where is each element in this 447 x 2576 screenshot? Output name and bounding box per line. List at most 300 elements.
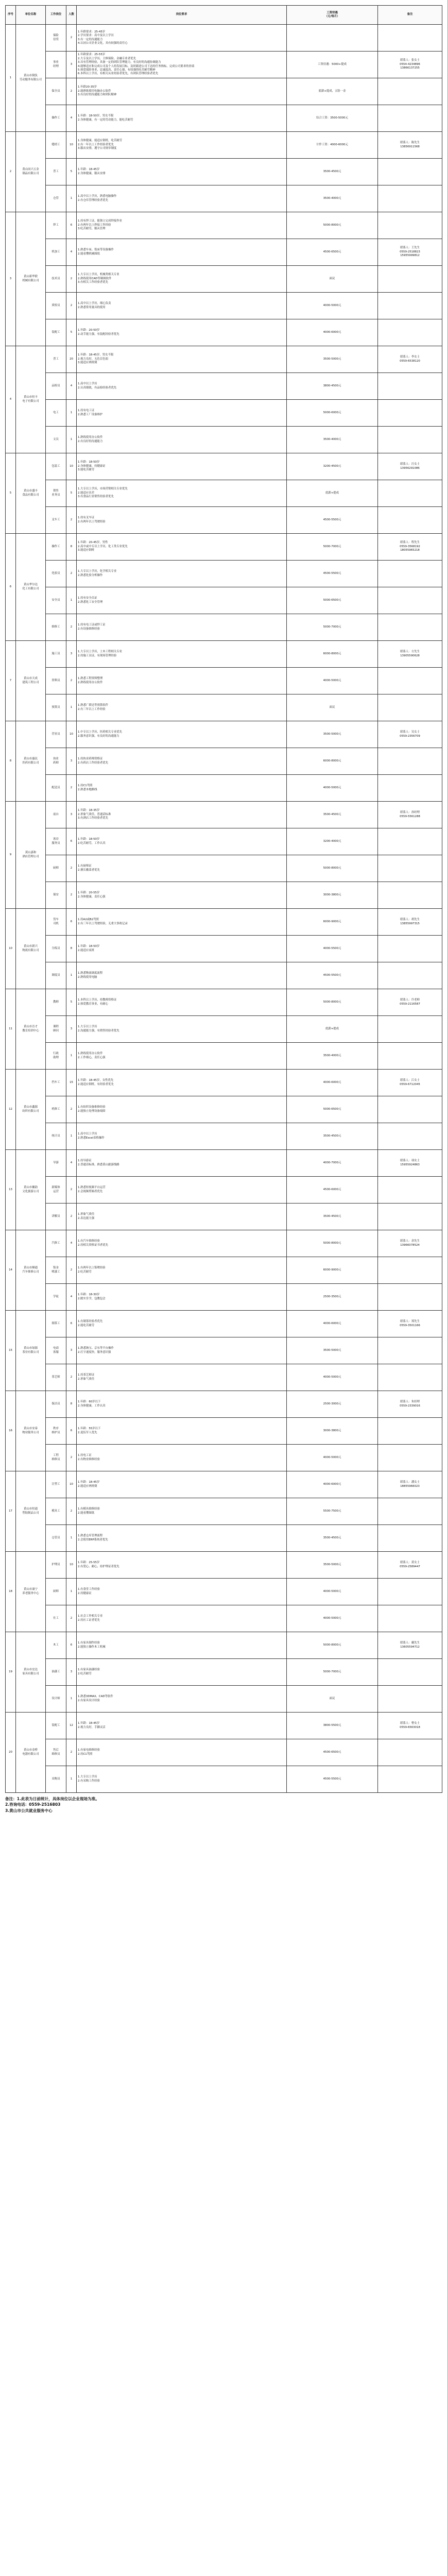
position-cell: 事业 经理 (46, 52, 66, 78)
requirement-line: 2.有爱心、耐心，持护理证者优先 (78, 1565, 119, 1568)
requirement-line: 1.熟悉短视频平台运营 (78, 1186, 106, 1190)
headcount-cell: 5 (66, 319, 77, 346)
table-header-row (6, 6, 442, 25)
salary-cell: 4000-6000元 (287, 319, 378, 346)
requirements-cell (77, 1150, 287, 1177)
salary-cell: 2500-3500元 (287, 1284, 378, 1311)
salary-cell: 5000-7000元 (287, 534, 378, 561)
contact-note-cell (378, 319, 442, 346)
table-row (6, 1284, 442, 1311)
contact-note-cell: 联系人：吴女士 0559-2356709 (378, 721, 442, 748)
requirement-line: 2.能适应出差 (78, 491, 95, 495)
salary-cell: 3500-4000元 (287, 185, 378, 212)
requirements-cell (77, 1418, 287, 1445)
requirement-line: 2.熟悉工厂设备维护 (78, 413, 103, 416)
requirements-cell (77, 828, 287, 855)
position-cell: 统计员 (46, 1123, 66, 1150)
requirements-cell (77, 1686, 287, 1713)
company-name-cell: 黄山市绿源 茶业有限公司 (16, 1311, 46, 1391)
headcount-cell: 4 (66, 373, 77, 400)
position-cell: 普工 (46, 346, 66, 373)
contact-note-cell (378, 614, 442, 641)
requirement-line: 2.有良好的沟通能力 (78, 439, 103, 443)
position-cell: 售后 维修员 (46, 1739, 66, 1766)
company-name-cell: 黄山市恒丰 电子有限公司 (16, 346, 46, 453)
table-row (6, 962, 442, 989)
requirement-line: 2.有采购工作经验 (78, 1779, 100, 1783)
contact-note-cell: 联系人：陈先生 13856911568 (378, 132, 442, 159)
salary-cell: 底薪+提成 (287, 480, 378, 507)
position-cell: 挡车工 (46, 1070, 66, 1096)
requirement-line: 2.熟悉常用量具的使用 (78, 306, 106, 309)
requirement-line: 1.熟悉淘宝、京东等平台操作 (78, 1347, 114, 1350)
contact-note-cell (378, 1445, 442, 1471)
table-row (6, 1471, 442, 1498)
salary-cell: 工资待遇：5000+提成 (287, 52, 378, 78)
requirement-line: 3.服从安排，遵守公司规章制度 (78, 147, 117, 150)
headcount-cell: 1 (66, 1123, 77, 1150)
table-row (6, 185, 442, 212)
requirements-cell (77, 1632, 287, 1659)
requirement-line: 1.年龄：18-45岁 (78, 1481, 100, 1484)
headcount-cell: 1 (66, 1766, 77, 1793)
header-cell: 工作岗位 (46, 6, 66, 25)
headcount-cell: 2 (66, 78, 77, 105)
contact-note-cell (378, 1579, 442, 1605)
footer-note-line: 备注：1.此表为日前统计，具体岗位以企业现场为准。 (5, 1797, 99, 1801)
requirement-line: 1.持A2或B2驾照 (78, 918, 99, 922)
headcount-cell: 1 (66, 185, 77, 212)
requirement-line: 2.持相关资格证书者优先 (78, 1243, 109, 1247)
salary-cell: 3500-5000元 (287, 1337, 378, 1364)
company-name-cell: 黄山市恒通 塑胶制品公司 (16, 1471, 46, 1552)
company-number-cell: 16 (6, 1391, 16, 1471)
table-row (6, 909, 442, 936)
headcount-cell: 1 (66, 427, 77, 453)
requirement-line: 2.有三年以上驾驶经验，无重大事故记录 (78, 922, 128, 925)
position-cell: 分拣员 (46, 936, 66, 962)
requirement-line: 2.视力良好，无色盲色弱 (78, 357, 109, 361)
requirements-cell (77, 1043, 287, 1070)
company-name-cell: 黄山市顺通 汽车维修公司 (16, 1230, 46, 1311)
requirements-cell (77, 1311, 287, 1337)
headcount-cell: 5 (66, 159, 77, 185)
company-name-cell: 黄山市盛丰 食品有限公司 (16, 453, 46, 534)
contact-note-cell (378, 882, 442, 909)
requirement-line: 1.有汽车维修经验 (78, 1240, 100, 1243)
position-cell: 保安 (46, 882, 66, 909)
headcount-cell: 8 (66, 1391, 77, 1418)
requirements-cell (77, 212, 287, 239)
position-cell: 资料员 (46, 668, 66, 694)
contact-note-cell (378, 105, 442, 132)
requirement-line: 2.熟悉化工安全管理 (78, 600, 103, 604)
requirement-line: 2.会使用ERP系统者优先 (78, 1538, 108, 1541)
headcount-cell: 4 (66, 239, 77, 266)
position-cell: 设计师 (46, 1686, 66, 1713)
contact-note-cell (378, 1337, 442, 1364)
table-row (6, 1096, 442, 1123)
table-row (6, 1605, 442, 1632)
headcount-cell: 6 (66, 212, 77, 239)
requirement-line: 3.有酒店工作经验者优先 (78, 817, 109, 820)
requirements-cell (77, 775, 287, 802)
headcount-cell: 2 (66, 1605, 77, 1632)
headcount-cell: 3 (66, 641, 77, 668)
requirement-line: 4.认同公司企业文化，具有较强的责任心 (78, 41, 128, 45)
table-row (6, 1391, 442, 1418)
requirements-cell (77, 1337, 287, 1364)
requirement-line: 3.吃苦耐劳，服从管理 (78, 227, 106, 231)
position-cell: 仓管 (46, 185, 66, 212)
requirement-line: 1.熟悉仓库管理流程 (78, 1534, 103, 1538)
contact-note-cell: 联系人：许老师 0559-2116587 (378, 989, 442, 1016)
position-cell: 模具工 (46, 1498, 66, 1525)
requirements-cell (77, 721, 287, 748)
salary-cell: 3500-4500元 (287, 1525, 378, 1552)
contact-note-cell (378, 25, 442, 52)
requirement-line: 1.年龄：18-35岁 (78, 809, 100, 812)
contact-note-cell (378, 1739, 442, 1766)
requirements-cell (77, 748, 287, 775)
company-number-cell: 5 (6, 453, 16, 534)
company-number-cell: 8 (6, 721, 16, 802)
requirements-cell (77, 1739, 287, 1766)
salary-cell (287, 25, 378, 52)
contact-note-cell (378, 293, 442, 319)
requirements-cell (77, 1204, 287, 1230)
company-number-cell: 7 (6, 641, 16, 721)
headcount-cell: 10 (66, 132, 77, 159)
footer-notes (5, 1796, 442, 1814)
position-cell: 教师 (46, 989, 66, 1016)
requirement-line: 2.高中或中专以上学历，化工类专业优先 (78, 545, 128, 548)
requirement-line: 1.持执业药师资格证 (78, 757, 103, 761)
table-row (6, 1418, 442, 1445)
requirement-line: 1.年龄：18-45岁，女性优先 (78, 1079, 114, 1082)
salary-cell: 4000-5000元 (287, 1364, 378, 1391)
requirements-cell (77, 936, 287, 962)
contact-note-cell (378, 1605, 442, 1632)
headcount-cell: 3 (66, 748, 77, 775)
footer-note-line: 2.咨询电话：0559-2516803 (5, 1802, 61, 1807)
table-row (6, 1498, 442, 1525)
contact-note-cell (378, 936, 442, 962)
company-number-cell: 19 (6, 1632, 16, 1713)
contact-note-cell (378, 266, 442, 293)
contact-note-cell (378, 1096, 442, 1123)
position-cell: 预算员 (46, 694, 66, 721)
position-cell: 木工 (46, 1632, 66, 1659)
headcount-cell: 3 (66, 1659, 77, 1686)
table-row (6, 614, 442, 641)
contact-note-cell: 联系人：项女士 15955924863 (378, 1150, 442, 1177)
requirement-line: 2.形象气质佳，普通话标准 (78, 812, 111, 816)
position-cell: 前台 (46, 802, 66, 828)
headcount-cell: 1 (66, 1525, 77, 1552)
contact-note-cell (378, 668, 442, 694)
contact-note-cell (378, 1659, 442, 1686)
salary-cell: 4000-5000元 (287, 1445, 378, 1471)
salary-cell: 4000-5000元 (287, 293, 378, 319)
table-row (6, 802, 442, 828)
requirements-cell (77, 52, 287, 78)
table-row (6, 1739, 442, 1766)
footer-note-line: 3.黄山市公共就业服务中心 (5, 1808, 53, 1813)
requirement-line: 2.熟练使用CAD等制图软件 (78, 277, 112, 280)
contact-note-cell: 联系人：李女士 0559-6538120 (378, 346, 442, 373)
requirements-cell (77, 1016, 287, 1043)
requirement-line: 1.有两年以上钣喷经验 (78, 1266, 106, 1270)
salary-cell: 6000-9000元 (287, 1257, 378, 1284)
headcount-cell: 1 (66, 1043, 77, 1070)
requirement-line: 2.能看懂机械图纸 (78, 252, 100, 256)
contact-note-cell (378, 694, 442, 721)
contact-note-cell (378, 373, 442, 400)
table-row (6, 1713, 442, 1739)
company-number-cell: 10 (6, 909, 16, 989)
salary-cell: 面议 (287, 1686, 378, 1713)
requirements-cell (77, 1391, 287, 1418)
position-cell: 制茶工 (46, 1311, 66, 1337)
job-table-body (6, 25, 442, 1793)
requirement-line: 1.年龄：18-45岁，男女不限 (78, 353, 114, 357)
table-row (6, 453, 442, 480)
requirement-line: 1.持有叉车证 (78, 516, 95, 520)
requirements-cell (77, 587, 287, 614)
requirements-cell (77, 1605, 287, 1632)
requirement-line: 1.年龄：20-45岁，男性 (78, 541, 108, 545)
company-name-cell: 黄山市天成 建筑工程公司 (16, 641, 46, 721)
contact-note-cell (378, 561, 442, 587)
requirement-line: 2.能熟练使用电脑办公软件 (78, 89, 111, 93)
contact-note-cell: 联系人：孙经理 0559-5561288 (378, 802, 442, 828)
salary-cell: 4500-5500元 (287, 561, 378, 587)
requirement-line: 2.能适应夜班 (78, 948, 95, 952)
salary-cell: 3500-5000元 (287, 346, 378, 373)
table-row (6, 1230, 442, 1257)
requirement-line: 1.形象气质佳 (78, 1213, 95, 1216)
position-cell: 课程 顾问 (46, 1016, 66, 1043)
requirements-cell (77, 480, 287, 507)
headcount-cell: 2 (66, 668, 77, 694)
requirement-line: 2.熟悉化验分析操作 (78, 573, 103, 577)
contact-note-cell (378, 1016, 442, 1043)
requirements-cell (77, 1364, 287, 1391)
requirement-line: 3.能适应倒班 (78, 549, 95, 552)
requirements-cell (77, 185, 287, 212)
table-row (6, 1766, 442, 1793)
salary-cell: 3800-4500元 (287, 373, 378, 400)
table-row (6, 1632, 442, 1659)
headcount-cell: 2 (66, 614, 77, 641)
requirements-cell (77, 105, 287, 132)
table-row (6, 587, 442, 614)
requirement-line: 1.大专以上学历，化学相关专业 (78, 570, 117, 573)
salary-cell: 5500-7500元 (287, 1498, 378, 1525)
salary-cell: 5000-8000元 (287, 855, 378, 882)
position-cell: 销售 业务员 (46, 480, 66, 507)
requirement-line: 3.有一定的沟通能力 (78, 38, 103, 41)
headcount-cell: 1 (66, 1686, 77, 1713)
company-number-cell: 11 (6, 989, 16, 1070)
company-name-cell: 黄山市金桥 电器有限公司 (16, 1713, 46, 1793)
company-name-cell: 黄山市鑫源 纺织有限公司 (16, 1070, 46, 1150)
position-cell: 社工 (46, 1605, 66, 1632)
headcount-cell: 10 (66, 1552, 77, 1579)
requirement-line: 2.身体健康，服从安排 (78, 172, 106, 175)
header-cell: 岗位要求 (77, 6, 287, 25)
table-row (6, 1150, 442, 1177)
headcount-cell: 2 (66, 266, 77, 293)
salary-cell: 4000-6000元 (287, 1311, 378, 1337)
headcount-cell: 1 (66, 962, 77, 989)
requirements-cell (77, 1230, 287, 1257)
position-cell: 普工 (46, 159, 66, 185)
company-number-cell: 20 (6, 1713, 16, 1793)
salary-cell: 4000-5000元 (287, 668, 378, 694)
contact-note-cell (378, 962, 442, 989)
table-row (6, 480, 442, 507)
salary-cell: 6000-9000元 (287, 909, 378, 936)
salary-cell: 3500-4000元 (287, 427, 378, 453)
contact-note-cell: 联系人：黄女士 0559-2589447 (378, 1552, 442, 1579)
requirements-cell (77, 1659, 287, 1686)
headcount-cell: 10 (66, 1471, 77, 1498)
contact-note-cell: 联系人：王先生 0559-2518823 15955999812 (378, 239, 442, 266)
requirement-line: 1.持导游证 (78, 1159, 92, 1163)
salary-cell: 4500-5500元 (287, 507, 378, 534)
requirements-cell (77, 293, 287, 319)
contact-note-cell (378, 1284, 442, 1311)
company-name-cell: 黄山华尔达 化工有限公司 (16, 534, 46, 641)
requirement-line: 3.有相关工作经验者优先 (78, 281, 109, 284)
headcount-cell: 2 (66, 1739, 77, 1766)
job-table (5, 5, 442, 1793)
contact-note-cell: 联系人：潘女士 18855966023 (378, 1471, 442, 1498)
company-number-cell: 15 (6, 1311, 16, 1391)
requirement-line: 1.中专以上学历，医药相关专业优先 (78, 731, 123, 734)
requirement-line: 2.有仓库管理经验者优先 (78, 198, 109, 202)
company-name-cell: 黄山市宏达 家具有限公司 (16, 1632, 46, 1713)
requirement-line: 1.有纺织设备维修经验 (78, 1106, 106, 1109)
position-cell: 文员 (46, 427, 66, 453)
requirement-line: 2.熟悉本地路线 (78, 788, 97, 791)
position-cell: 茶艺师 (46, 1364, 66, 1391)
contact-note-cell (378, 1418, 442, 1445)
requirement-line: 2.表达能力强 (78, 1216, 95, 1220)
table-row (6, 828, 442, 855)
requirement-line: 1.年龄：18-50岁 (78, 461, 100, 464)
table-row (6, 212, 442, 239)
table-row (6, 1257, 442, 1284)
requirement-line: 3.有食品行业销售经验者优先 (78, 495, 114, 499)
requirement-line: 1.有家具油漆经验 (78, 1668, 100, 1672)
headcount-cell: 3 (66, 1337, 77, 1364)
salary-cell: 6000-8000元 (287, 748, 378, 775)
requirement-line: 3.能适应两班倒 (78, 361, 97, 365)
requirements-cell (77, 1766, 287, 1793)
headcount-cell: 1 (66, 694, 77, 721)
position-cell: 调度员 (46, 962, 66, 989)
headcount-cell: 1 (66, 1579, 77, 1605)
contact-note-cell: 联系人：胡先生 13855997315 (378, 909, 442, 936)
salary-cell: 计件工资：4000-6000元 (287, 132, 378, 159)
contact-note-cell (378, 1525, 442, 1552)
requirements-cell (77, 78, 287, 105)
contact-note-cell (378, 1364, 442, 1391)
position-cell: 采购员 (46, 1766, 66, 1793)
salary-cell: 底薪+提成，五险一金 (287, 78, 378, 105)
salary-cell: 综合工资：3500-5000元 (287, 105, 378, 132)
position-cell: 电商 客服 (46, 1337, 66, 1364)
requirement-line: 2.学历要求：高中及以上学历 (78, 34, 114, 38)
position-cell: 工程 维修员 (46, 1445, 66, 1471)
position-cell: 秩序 维护员 (46, 1418, 66, 1445)
headcount-cell: 1 (66, 400, 77, 427)
position-cell: 操作工 (46, 105, 66, 132)
headcount-cell: 6 (66, 909, 77, 936)
contact-note-cell (378, 775, 442, 802)
headcount-cell: 5 (66, 989, 77, 1016)
requirement-line: 2.形象气质佳 (78, 1377, 95, 1381)
requirement-line: 1.本科以上学历，持教师资格证 (78, 998, 117, 1002)
company-name-cell: 黄山市育才 教育培训中心 (16, 989, 46, 1070)
table-row (6, 855, 442, 882)
salary-cell: 3200-4000元 (287, 828, 378, 855)
requirement-line: 3.具有管理经验，具备一定的团队管理能力，有良好的沟通协调能力 (78, 61, 161, 64)
salary-cell: 4000-5500元 (287, 936, 378, 962)
company-number-cell: 14 (6, 1230, 16, 1311)
requirements-cell (77, 1552, 287, 1579)
requirement-line: 1.持电工证 (78, 1454, 92, 1458)
salary-cell: 4000-5000元 (287, 1605, 378, 1632)
requirement-line: 2.持施工员证，有现场管理经验 (78, 654, 117, 657)
requirements-cell (77, 1525, 287, 1552)
requirement-line: 1.持有安全员证 (78, 597, 97, 600)
requirements-cell (77, 882, 287, 909)
requirement-line: 3.能吃苦耐劳 (78, 468, 95, 472)
table-row (6, 25, 442, 52)
requirement-line: 1.年龄：18-50岁 (78, 945, 100, 948)
table-row (6, 1070, 442, 1096)
table-row (6, 132, 442, 159)
requirement-line: 2.有家具设计经验 (78, 1699, 100, 1702)
requirement-line: 1.有厨师证 (78, 865, 92, 868)
table-row (6, 239, 442, 266)
requirement-line: 1.持茶艺师证 (78, 1374, 95, 1377)
requirements-cell (77, 668, 287, 694)
salary-cell: 3500-4500元 (287, 802, 378, 828)
contact-note-cell: 联系人：程先生 0559-3568192 18055965218 (378, 534, 442, 561)
headcount-cell: 2 (66, 775, 77, 802)
position-cell: 保全员 (46, 78, 66, 105)
headcount-cell: 2 (66, 1364, 77, 1391)
headcount-cell: 3 (66, 1016, 77, 1043)
contact-note-cell: 联系人：曹女士 0559-6563018 (378, 1713, 442, 1739)
requirement-line: 1.年龄：25-55岁 (78, 1561, 100, 1565)
contact-note-cell: 联系人：朱经理 0559-2339016 (378, 1391, 442, 1418)
table-row (6, 373, 442, 400)
company-number-cell: 17 (6, 1471, 16, 1552)
company-number-cell: 4 (6, 346, 16, 453)
position-cell: 货车 司机 (46, 909, 66, 936)
requirements-cell (77, 614, 287, 641)
requirements-cell (77, 266, 287, 293)
requirement-line: 2.持社工证者优先 (78, 1618, 100, 1622)
requirement-line: 2.能看懂图纸 (78, 1511, 95, 1515)
table-row (6, 105, 442, 132)
